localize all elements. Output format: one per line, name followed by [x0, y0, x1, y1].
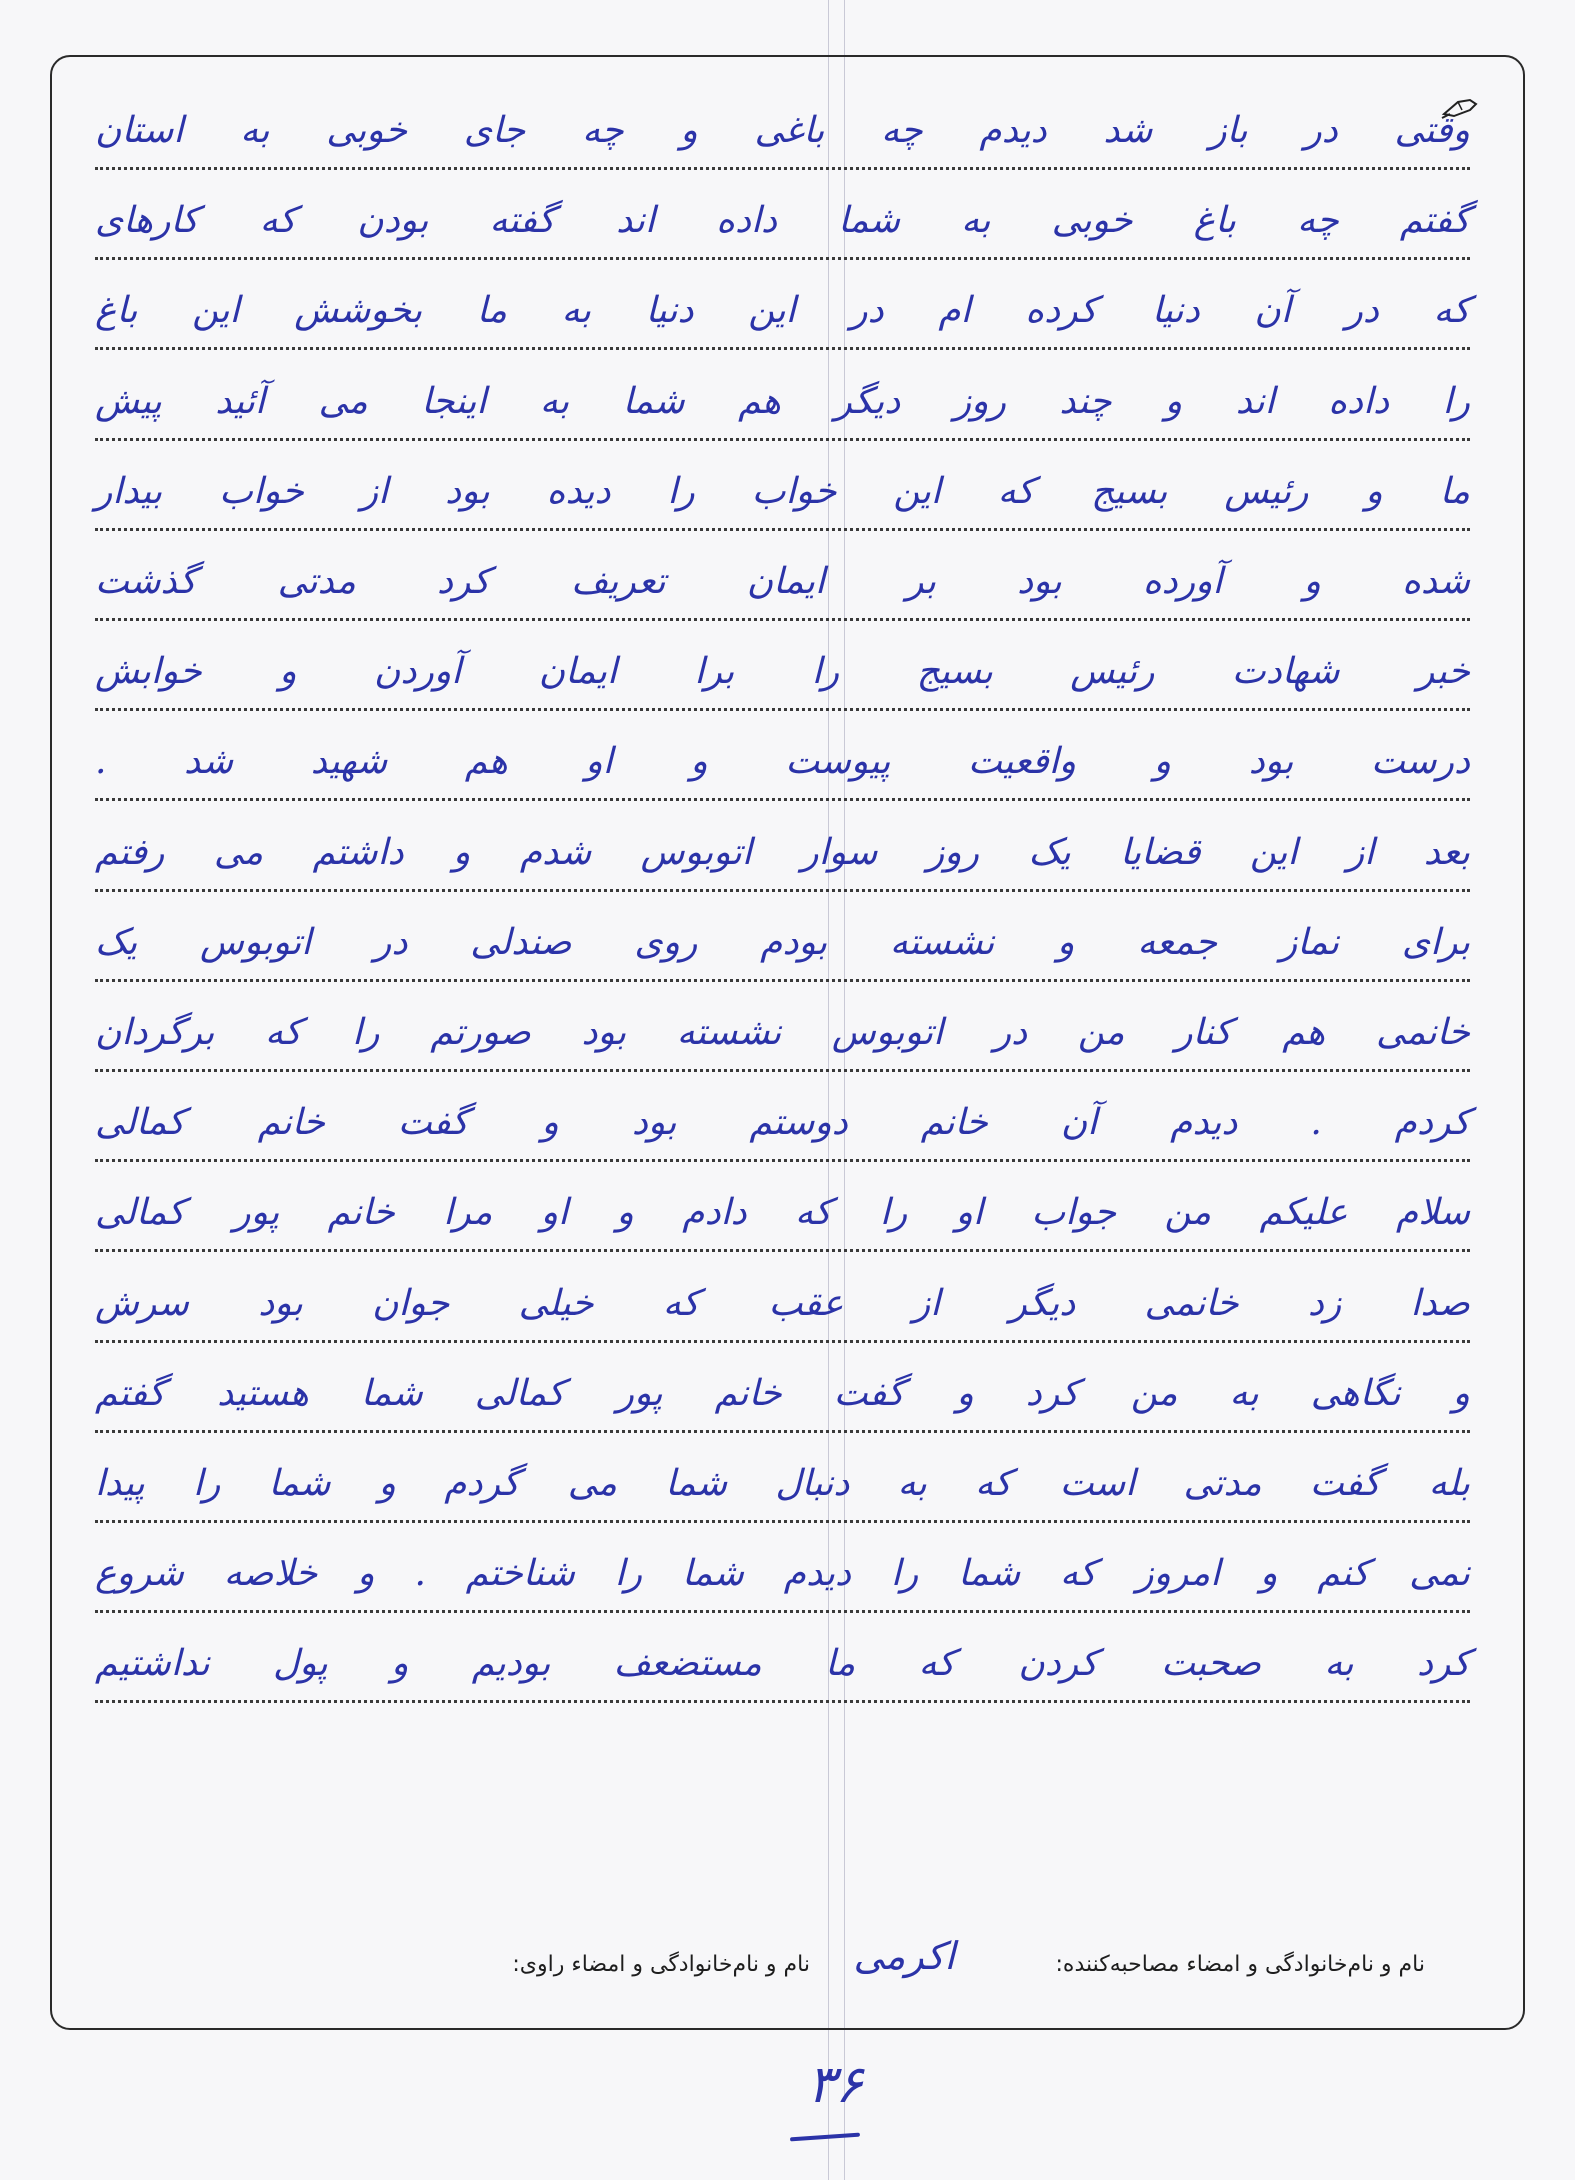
- text-line: برای نماز جمعه و نشسته بودم روی صندلی در اتوبوس یک: [95, 910, 1470, 982]
- text-line: بله گفت مدتی است که به دنبال شما می گردم و شما را پیدا: [95, 1451, 1470, 1523]
- text-line: و نگاهی به من کرد و گفت خانم پور کمالی شما هستید گفتم: [95, 1361, 1470, 1433]
- text-line: نمی کنم و امروز که شما را دیدم شما را شناختم . و خلاصه شروع: [95, 1541, 1470, 1613]
- text-line: ما و رئیس بسیج که این خواب را دیده بود از خواب بیدار: [95, 459, 1470, 531]
- page-number-underline: [790, 2133, 860, 2142]
- text-line: درست بود و واقعیت پیوست و او هم شهید شد .: [95, 729, 1470, 801]
- text-line: سلام علیکم من جواب او را که دادم و او مرا خانم پور کمالی: [95, 1180, 1470, 1252]
- text-line: کردم . دیدم آن خانم دوستم بود و گفت خانم کمالی: [95, 1090, 1470, 1162]
- text-line: خبر شهادت رئیس بسیج را برا ایمان آوردن و خوابش: [95, 639, 1470, 711]
- text-line: گفتم چه باغ خوبی به شما داده اند گفته بودن که کارهای: [95, 188, 1470, 260]
- text-line: خانمی هم کنار من در اتوبوس نشسته بود صورتم را که برگردان: [95, 1000, 1470, 1072]
- signature-footer: [95, 1934, 1495, 1990]
- interviewer-signature-label: نام و نام‌خانوادگی و امضاء مصاحبه‌کننده:: [1055, 1952, 1425, 1977]
- text-line: که در آن دنیا کرده ام در این دنیا به ما بخوشش این باغ: [95, 278, 1470, 350]
- text-line: بعد از این قضایا یک روز سوار اتوبوس شدم و داشتم می رفتم: [95, 820, 1470, 892]
- text-line: شده و آورده بود بر ایمان تعریف کرد مدتی گذشت: [95, 549, 1470, 621]
- page-number: ۳۶: [807, 2055, 863, 2115]
- text-line: را داده اند و چند روز دیگر هم شما به اینجا می آئید پیش: [95, 369, 1470, 441]
- text-line: صدا زد خانمی دیگر از عقب که خیلی جوان بود سرش: [95, 1271, 1470, 1343]
- text-line: وقتی در باز شد دیدم چه باغی و چه جای خوبی به استان: [95, 98, 1470, 170]
- narrator-signature-label: نام و نام‌خانوادگی و امضاء راوی:: [512, 1952, 810, 1977]
- text-line: کرد به صحبت کردن که ما مستضعف بودیم و پول نداشتیم: [95, 1631, 1470, 1703]
- interviewer-signature: اکرمی: [853, 1934, 955, 1978]
